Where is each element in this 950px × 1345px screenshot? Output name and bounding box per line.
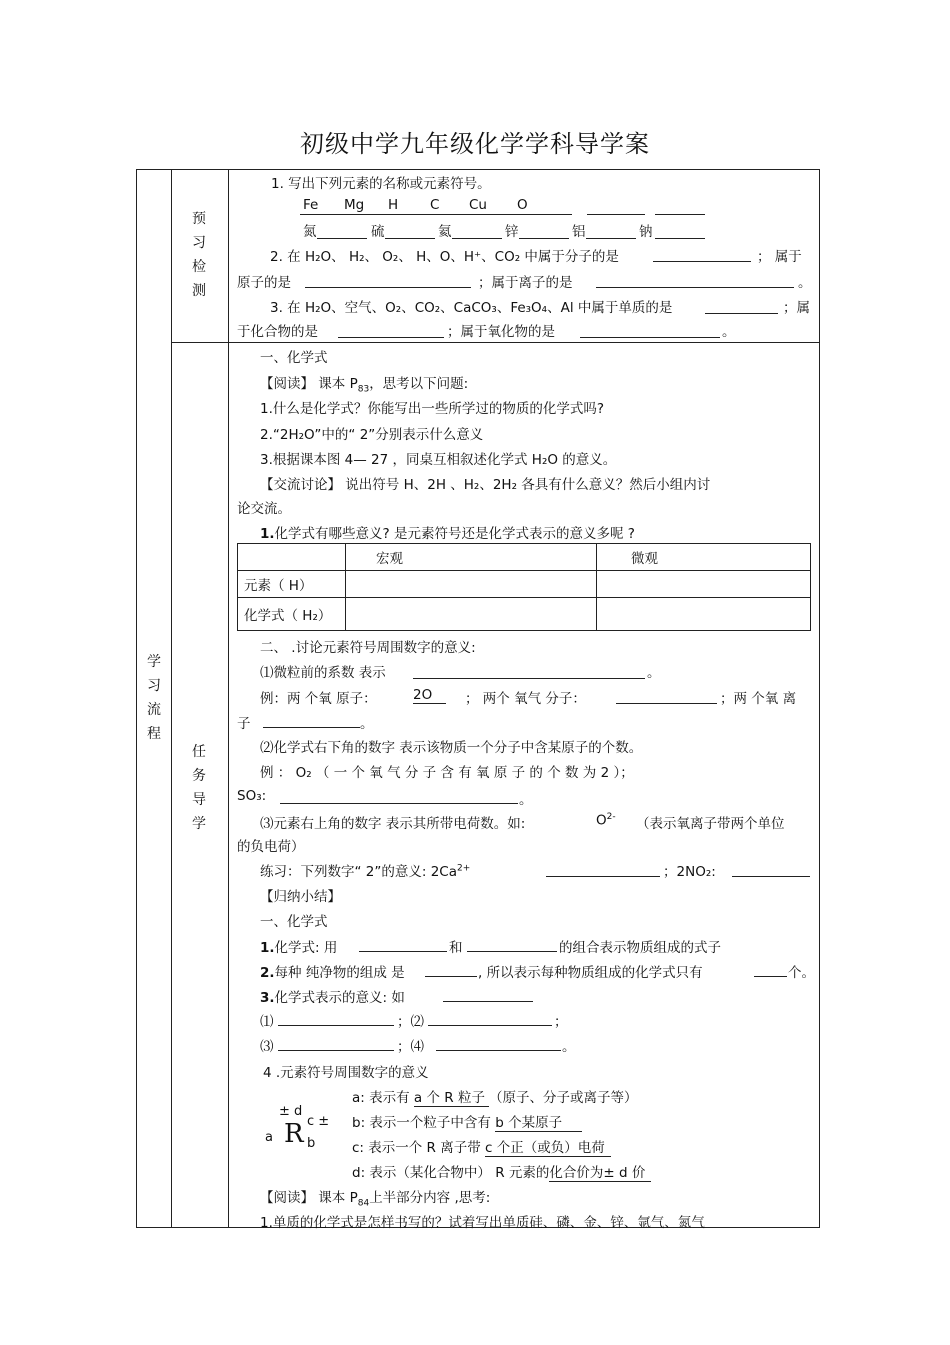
period: 。 [562, 1039, 576, 1055]
name-helium: 氦 [438, 224, 452, 240]
question-3: 3.根据课本图 4— 27 ，同桌互相叙述化学式 H₂O 的意义。 [260, 452, 617, 468]
answer-blank[interactable] [280, 803, 518, 804]
symbol-h: H [388, 197, 399, 213]
answer-blank[interactable] [586, 238, 636, 239]
summary-3: 3.化学式表示的意义: 如 [260, 990, 405, 1006]
answer-blank[interactable] [705, 313, 778, 314]
meaning-table [237, 543, 811, 631]
notation-d: ± d [279, 1104, 303, 1119]
coefficient-note: ⑴微粒前的系数 表示 [260, 665, 386, 681]
answer-blank[interactable] [655, 238, 705, 239]
table-header-row [238, 544, 811, 571]
notation-b-line: b: 表示一个粒子中含有 b 个某原子 [352, 1111, 582, 1131]
notation-c-line: c: 表示一个 R 离子带 c 个正（或负）电荷 [352, 1136, 611, 1156]
example-1-ion: ；两 个氧 离 [720, 691, 797, 707]
oxygen-ion-note: （表示氧离子带两个单位 [636, 816, 785, 832]
answer-blank[interactable] [467, 951, 557, 952]
meaning-4-label: ；⑷ [397, 1039, 424, 1055]
period: 。 [519, 792, 533, 808]
answer-blank[interactable] [732, 876, 810, 877]
row-divider [171, 342, 820, 343]
answer-blank[interactable] [263, 727, 360, 728]
section-heading-2: 二、 .讨论元素符号周围数字的意义: [260, 640, 476, 656]
summary-1-and: 和 [449, 940, 463, 956]
table-cell[interactable] [597, 598, 811, 631]
preview-q2: 2. 在 H₂O、 H₂、 O₂、 H、O、H⁺、CO₂ 中属于分子的是 [270, 249, 619, 265]
table-header-macro: 宏观 [346, 544, 597, 571]
answer-blank[interactable] [413, 678, 645, 679]
notation-c: c ± [307, 1114, 330, 1129]
table-cell[interactable] [346, 571, 597, 598]
summary-2: 2.每种 纯净物的组成 是 [260, 965, 405, 981]
notation-r: R [284, 1119, 304, 1149]
page-title: 初级中学九年级化学学科导学案 [300, 130, 650, 158]
table-row [238, 571, 811, 598]
summary-subheading: 一、化学式 [260, 914, 328, 930]
notation-a-line: a: 表示有 a 个 R 粒子 （原子、分子或离子等） [352, 1090, 638, 1106]
column-divider-1 [171, 169, 172, 1228]
meaning-1-label: ⑴ [260, 1014, 274, 1030]
meaning-2-label: ；⑵ [397, 1014, 424, 1030]
superscript-note: ⑶元素右上角的数字 表示其所带电荷数。如: [260, 816, 526, 832]
answer-blank[interactable] [305, 287, 471, 288]
subscript-note: ⑵化学式右下角的数字 表示该物质一个分子中含某原子的个数。 [260, 740, 643, 756]
semicolon: ； [554, 1014, 568, 1030]
reading-prompt-2: 【阅读】 课本 $P_{84}$上半部分内容 ,思考: [260, 1190, 491, 1209]
name-sulfur: 硫 [371, 224, 385, 240]
question-1: 1.什么是化学式？你能写出一些所学过的物质的化学式吗? [260, 401, 605, 417]
symbols-answer-line[interactable] [300, 214, 572, 215]
example-1-molecule: ； 两个 氧气 分子： [465, 691, 586, 707]
name-sodium: 钠 [639, 224, 653, 240]
example-1-ion-cont: 子 [237, 716, 251, 732]
table-header-cell [238, 544, 346, 571]
answer-blank[interactable] [653, 261, 751, 262]
answer-blank[interactable] [338, 337, 444, 338]
name-nitrogen: 氮 [303, 224, 317, 240]
preview-q3-compounds: 于化合物的是 [237, 324, 318, 340]
meaning-question: 1.化学式有哪些意义? 是元素符号还是化学式表示的意义多呢 ? [260, 526, 635, 542]
summary-heading: 【归纳小结】 [260, 889, 341, 905]
answer-blank[interactable] [519, 238, 569, 239]
answer-blank[interactable] [443, 1001, 533, 1002]
preview-q3: 3. 在 H₂O、空气、O₂、CO₂、CaCO₃、Fe₃O₄、Al 中属于单质的是 [270, 300, 673, 316]
answer-blank[interactable] [278, 1050, 394, 1051]
answer-blank[interactable] [385, 238, 435, 239]
symbol-c: C [430, 197, 440, 213]
table-row-label: 化学式（ H₂） [238, 598, 346, 631]
answer-blank[interactable] [546, 876, 660, 877]
period: 。 [647, 665, 661, 681]
summary-2-mid: , 所以表示每种物质组成的化学式只有 [478, 965, 703, 981]
period: 。 [722, 324, 736, 340]
question-2: 2.“2H₂O”中的“ 2”分别表示什么意义 [260, 427, 484, 443]
notation-a: a [265, 1130, 273, 1145]
name-aluminum: 铝 [572, 224, 586, 240]
table-row-label: 元素（ H） [238, 571, 346, 598]
symbol-mg: Mg [344, 197, 365, 213]
symbol-fe: Fe [303, 197, 319, 213]
preview-q3-tail: ；属 [783, 300, 810, 316]
preview-q1: 1. 写出下列元素的名称或元素符号。 [271, 176, 491, 192]
example-2: 例 ： O₂ （ 一 个 氧 气 分 子 含 有 氧 原 子 的 个 数 为 2 ）； [260, 765, 634, 781]
preview-q2-ions: ；属于离子的是 [478, 275, 573, 291]
summary-2-tail: 个。 [788, 965, 815, 981]
answer-blank[interactable] [580, 337, 720, 338]
preview-q2-tail: ； 属于 [757, 249, 802, 265]
discussion-prompt: 【交流讨论】 说出符号 H、2H 、H₂、2H₂ 各具有什么意义？然后小组内讨 [260, 477, 711, 493]
symbol-o: O [517, 197, 528, 213]
oxygen-ion: $O^{2-}$ [596, 812, 616, 829]
section-heading: 一、化学式 [260, 350, 328, 366]
example-1: 例：两 个氧 原子： [260, 691, 377, 707]
table-row [238, 598, 811, 631]
answer-blank[interactable] [616, 703, 717, 704]
label-preview-check: 预 习 检 测 [192, 211, 206, 299]
answer-blank[interactable] [317, 238, 367, 239]
summary-1-tail: 的组合表示物质组成的式子 [559, 940, 721, 956]
meaning-3-label: ⑶ [260, 1039, 274, 1055]
label-task-guide: 任 务 导 学 [192, 744, 206, 832]
discussion-prompt-cont: 论交流。 [237, 501, 291, 517]
period: 。 [360, 716, 374, 732]
name-zinc: 锌 [505, 224, 519, 240]
table-cell[interactable] [346, 598, 597, 631]
answer-blank[interactable] [655, 214, 705, 215]
practice: 练习：下列数字“ 2”的意义: $2Ca^{2+}$ [260, 863, 471, 880]
reading-prompt: 【阅读】 课本 $P_{83}$，思考以下问题: [260, 376, 469, 395]
answer-blank[interactable] [278, 1025, 394, 1026]
answer-blank[interactable] [425, 976, 477, 977]
last-question: 1.单质的化学式是怎样书写的？试着写出单质硅、磷、金、锌、氩气、氮气 [260, 1215, 705, 1231]
notation-d-line: d: 表示（某化合物中） R 元素的化合价为± d 价 [352, 1161, 651, 1181]
oxygen-ion-note-cont: 的负电荷） [237, 839, 305, 855]
preview-q3-oxides: ；属于氧化物的是 [447, 324, 555, 340]
summary-4: 4 .元素符号周围数字的意义 [263, 1065, 429, 1081]
answer-blank[interactable] [428, 1025, 552, 1026]
column-divider-2 [228, 169, 229, 1228]
answer-blank[interactable] [359, 951, 447, 952]
summary-1: 1.化学式: 用 [260, 940, 338, 956]
preview-q2-atoms: 原子的是 [237, 275, 291, 291]
answer-blank[interactable] [754, 976, 787, 977]
answer-blank[interactable] [452, 238, 502, 239]
answer-blank[interactable] [587, 214, 645, 215]
label-learning-flow: 学 习 流 程 [147, 654, 161, 742]
answer-blank[interactable] [436, 1050, 561, 1051]
notation-b: b [307, 1136, 316, 1151]
period: 。 [798, 275, 812, 291]
symbol-cu: Cu [469, 197, 487, 213]
example-2-so3: SO₃: [237, 788, 267, 804]
example-1-answer: 2O [413, 687, 446, 703]
answer-blank[interactable] [596, 287, 794, 288]
table-cell[interactable] [597, 571, 811, 598]
table-header-micro: 微观 [597, 544, 811, 571]
practice-no2: ；2NO₂: [663, 864, 716, 880]
